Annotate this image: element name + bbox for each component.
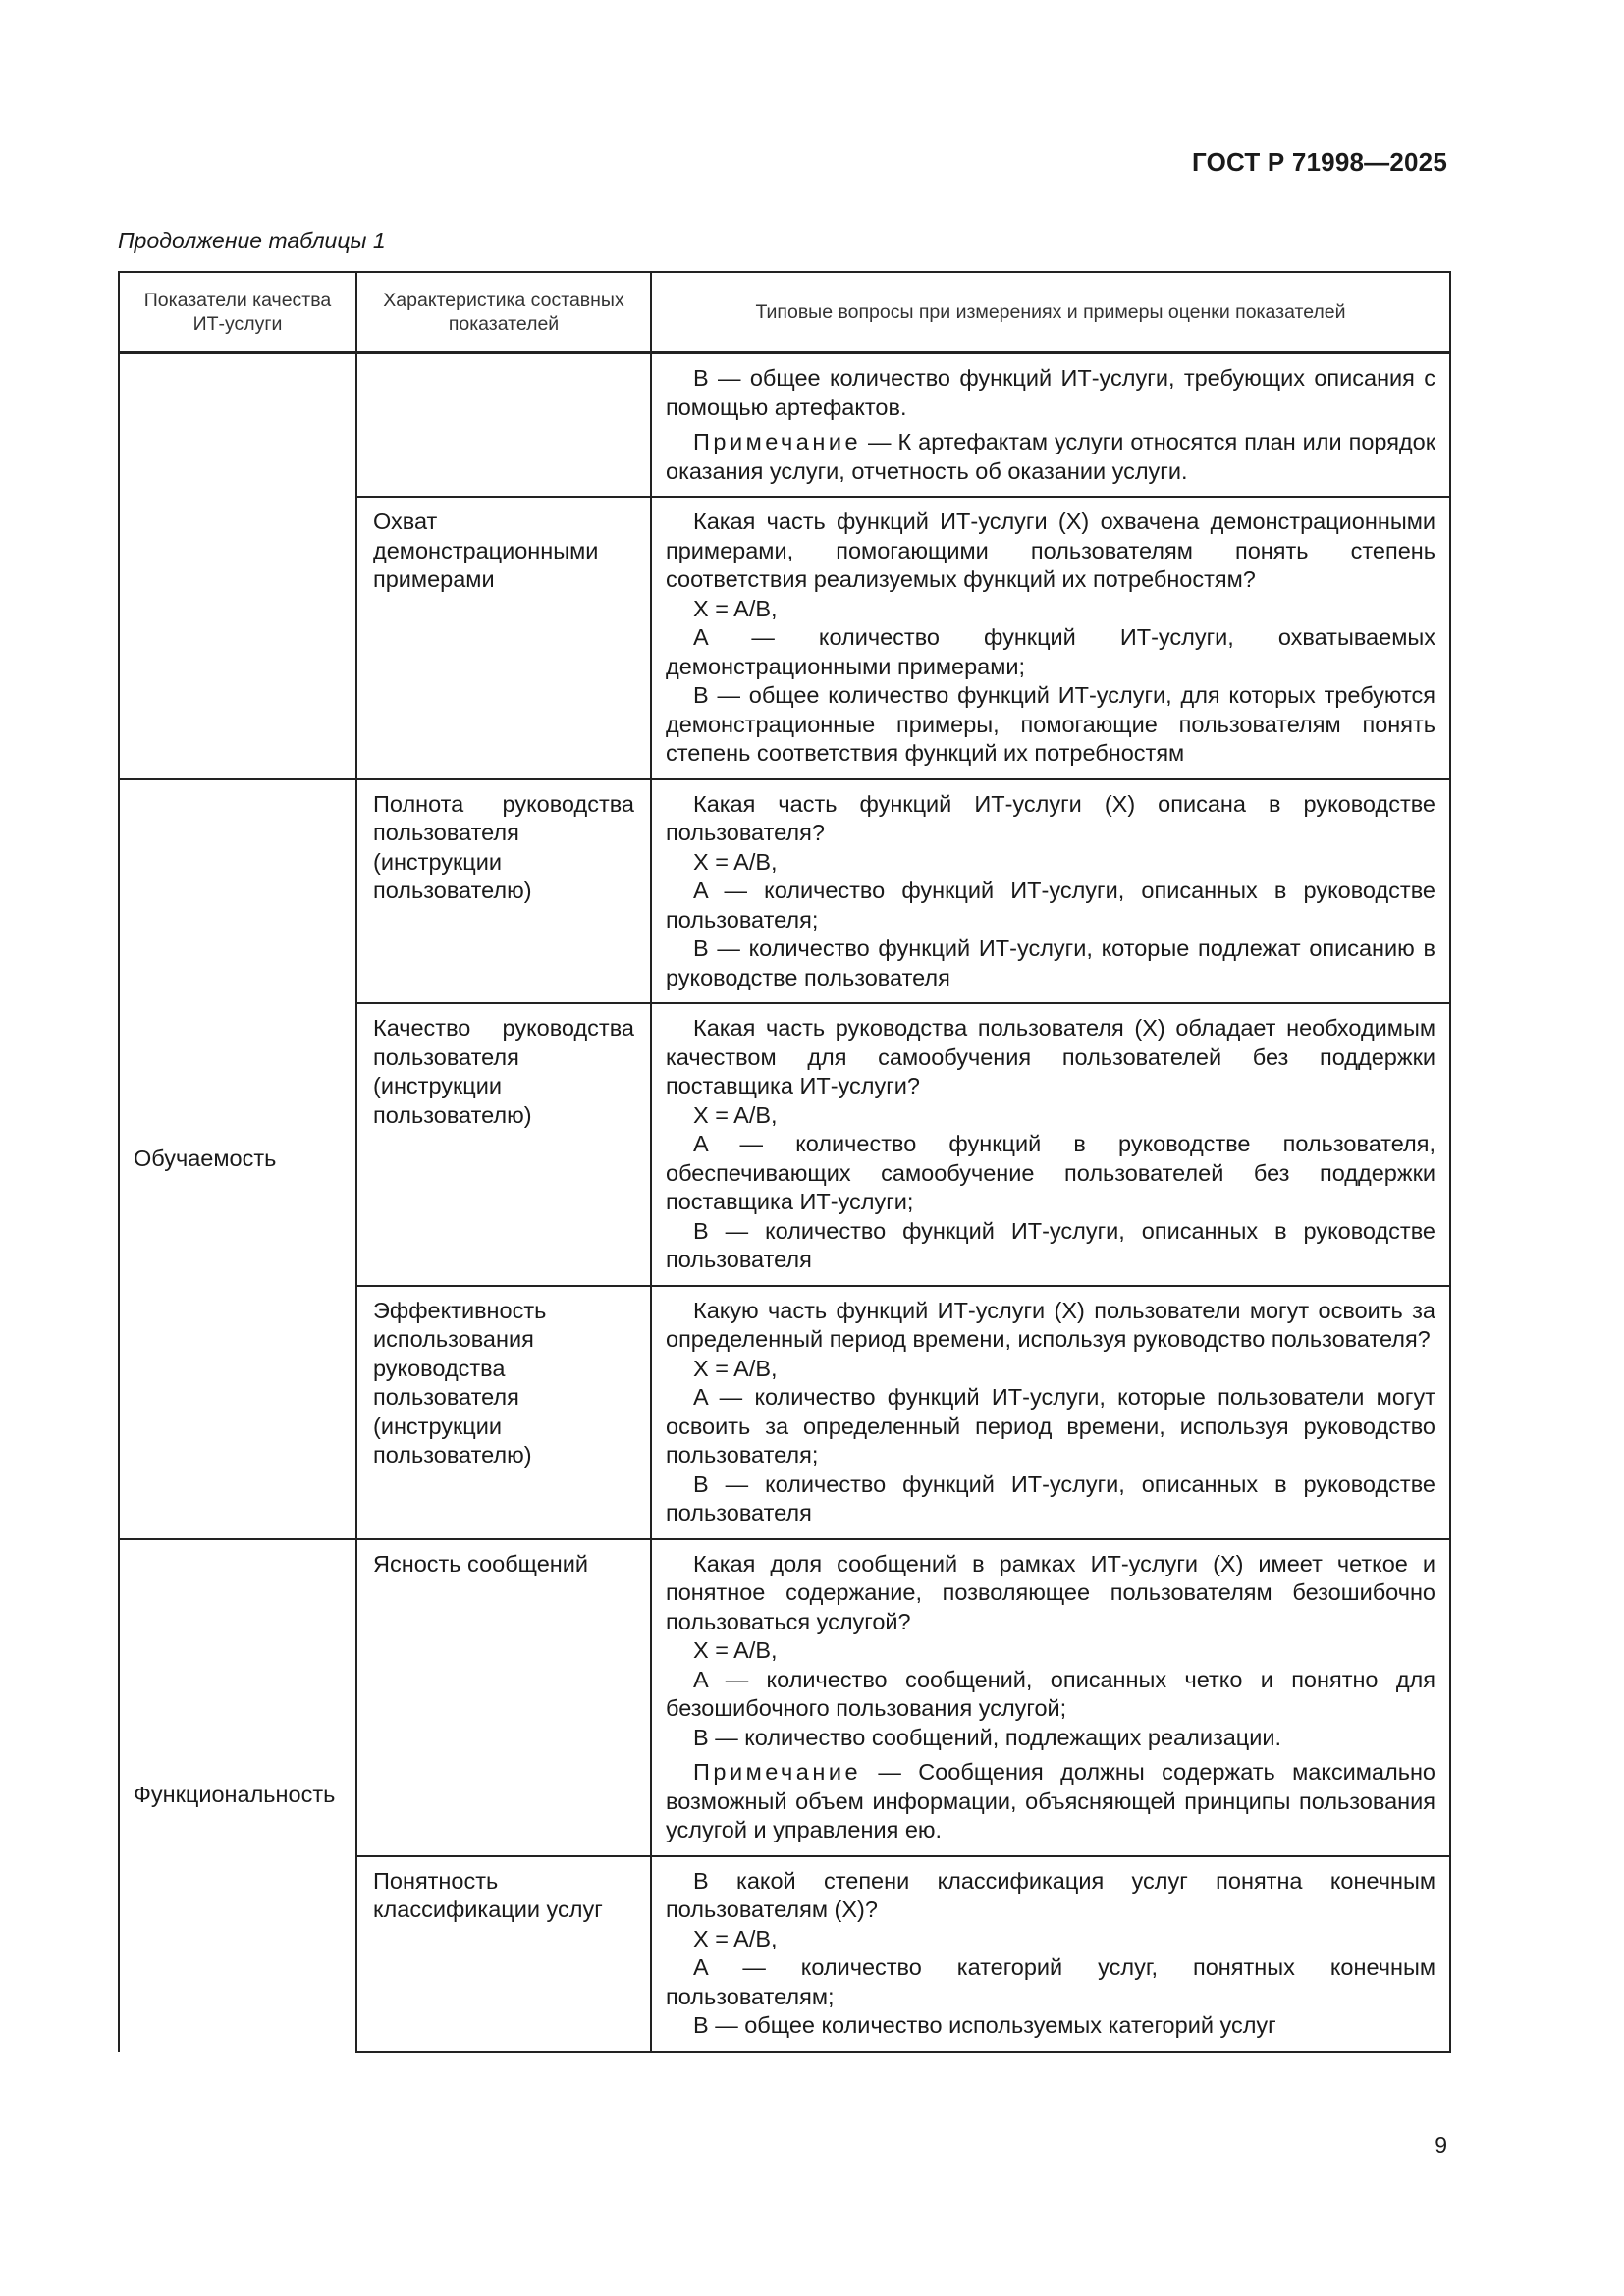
a-line: A — количество функций ИТ-услуги, которые пользователи могут освоить за определенный период времени, используя руководство пользователя; [666,1384,1435,1468]
formula: X = A/B, [693,1355,778,1381]
characteristic-cell: Охват демонстрационными примерами [356,497,651,779]
question-cell [651,1286,1450,1539]
formula: X = A/B, [693,848,778,875]
note-label: Примечание [693,429,862,454]
note-text: — К артефактам услуги относятся план или порядок оказания услуги, отчетность об оказании услуги. [666,429,1435,484]
question-cell [651,1539,1450,1856]
b-line: B — количество функций ИТ-услуги, которые подлежат описанию в руководстве пользователя [666,935,1435,990]
characteristic-cell: Качество руководства пользователя (инструкции пользователю) [356,1003,651,1286]
characteristic-cell: Ясность сообщений [356,1539,651,1856]
a-line: A — количество сообщений, описанных четко и понятно для безошибочного пользования услугой; [666,1666,1435,1721]
table-row [119,353,1450,498]
indicator-cell: Обучаемость [119,779,356,1539]
question-cell [651,353,1450,498]
a-line: A — количество функций ИТ-услуги, охватываемых демонстрационными примерами; [666,624,1435,679]
question-cell [651,497,1450,779]
question-text: Какая часть функций ИТ-услуги (X) описана в руководстве пользователя? [666,790,1435,845]
question-cell [651,1856,1450,2052]
b-line: B — количество функций ИТ-услуги, описанных в руководстве пользователя [666,1217,1435,1272]
table-row [119,779,1450,1004]
b-line: В — общее количество функций ИТ-услуги, требующих описания с помощью артефактов. [666,365,1435,420]
question-cell [651,1003,1450,1286]
formula: X = A/B, [693,1925,778,1951]
page-number: 9 [1435,2132,1447,2158]
question-text: Какая часть функций ИТ-услуги (X) охвачена демонстрационными примерами, помогающими пользователям понять степень соответствия реализуемых функций их потребностям? [666,508,1435,592]
b-line: B — количество функций ИТ-услуги, описанных в руководстве пользователя [666,1470,1435,1525]
a-line: A — количество функций в руководстве пользователя, обеспечивающих самообучение пользователей без поддержки поставщика ИТ-услуги; [666,1131,1435,1214]
column-header-questions: Типовые вопросы при измерениях и примеры оценки показателей [651,272,1450,353]
characteristic-cell-empty [356,353,651,498]
note-text: — Сообщения должны содержать максимально возможный объем информации, объясняющей принципы пользования услугой и управления ею. [666,1759,1435,1842]
indicator-cell-empty [119,353,356,779]
characteristic-cell: Эффективность использования руководства пользователя (инструкции пользователю) [356,1286,651,1539]
indicator-cell: Функциональность [119,1539,356,2052]
table-row [119,1539,1450,1856]
question-cell [651,779,1450,1004]
note [666,428,1435,486]
question-text: Какая доля сообщений в рамках ИТ-услуги (X) имеет четкое и понятное содержание, позволяющее пользователям безошибочно пользоваться услугой? [666,1550,1435,1634]
b-line: B — общее количество функций ИТ-услуги, для которых требуются демонстрационные примеры, помогающие пользователям понять степень соответствия функций их потребностям [666,682,1435,766]
note-label: Примечание [693,1759,862,1785]
b-line: B — количество сообщений, подлежащих реализации. [693,1724,1282,1750]
table-header-row [119,272,1450,353]
b-line: B — общее количество используемых категорий услуг [693,2012,1276,2038]
characteristic-cell: Понятность классификации услуг [356,1856,651,2052]
characteristic-cell: Полнота руководства пользователя (инструкции пользователю) [356,779,651,1004]
a-line: A — количество категорий услуг, понятных конечным пользователям; [666,1954,1435,2009]
formula: X = A/B, [693,1101,778,1128]
column-header-indicator: Показатели качества ИТ-услуги [119,272,356,353]
formula: X = A/B, [693,1637,778,1663]
note [666,1758,1435,1845]
standard-header: ГОСТ Р 71998—2025 [1192,147,1447,177]
question-text: Какая часть руководства пользователя (X) обладает необходимым качеством для самообучения пользователей без поддержки поставщика ИТ-услуги? [666,1015,1435,1098]
question-text: Какую часть функций ИТ-услуги (X) пользователи могут освоить за определенный период времени, используя руководство пользователя? [666,1297,1435,1352]
quality-table [118,271,1449,2053]
question-text: В какой степени классификация услуг понятна конечным пользователям (X)? [666,1867,1435,1922]
column-header-characteristic: Характеристика составных показателей [356,272,651,353]
table-caption: Продолжение таблицы 1 [118,228,386,253]
formula: X = A/B, [693,595,778,621]
a-line: A — количество функций ИТ-услуги, описанных в руководстве пользователя; [666,878,1435,933]
